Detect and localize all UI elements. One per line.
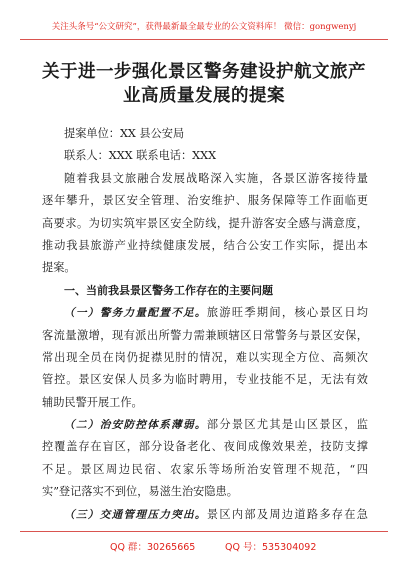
document-title bbox=[20, 60, 388, 108]
paragraph-line: 客流量激增，现有派出所警力需兼顾辖区日常警务与景区安保， bbox=[42, 328, 368, 342]
paragraph-text: 旅游旺季期间，核心景区日均 bbox=[206, 306, 368, 320]
paragraph-line bbox=[42, 414, 368, 436]
qq-number-text: QQ 号：535304092 bbox=[225, 542, 317, 553]
intro-line: 随着我县文旅融合发展战略深入实施，各景区游客接待量 bbox=[64, 171, 368, 185]
promo-footer bbox=[20, 535, 388, 555]
intro-line: 逐年攀升，景区安全管理、治安维护、服务保障等工作面临更 bbox=[42, 194, 368, 208]
paragraph-line: 控覆盖存在盲区，部分设备老化、夜间成像效果差，技防支撑 bbox=[42, 440, 368, 454]
proposer-line: 提案单位：XX 县公安局 bbox=[64, 127, 185, 140]
document-body bbox=[42, 123, 368, 526]
paragraph-line: 常出现全员在岗仍捉襟见肘的情况，难以实现全方位、高频次 bbox=[42, 350, 368, 364]
qq-group-text: QQ 群：30265665 bbox=[110, 542, 196, 553]
title-line-2: 业高质量发展的提案 bbox=[123, 86, 285, 106]
footer-divider bbox=[20, 531, 388, 532]
header-divider bbox=[20, 39, 388, 40]
intro-line: 高要求。为切实筑牢景区安全防线，提升游客安全感与满意度， bbox=[42, 216, 368, 230]
paragraph-line: 不足。景区周边民宿、农家乐等场所治安管理不规范，“四 bbox=[42, 462, 368, 476]
paragraph-text: 景区内部及周边道路多存在急 bbox=[206, 507, 368, 521]
paragraph-line: 辅助民警开展工作。 bbox=[42, 395, 143, 409]
paragraph-line: 管控。景区安保人员多为临时聘用，专业技能不足，无法有效 bbox=[42, 373, 368, 387]
subheading: （三）交通管理压力突出。 bbox=[64, 508, 207, 521]
title-line-1: 关于进一步强化景区警务建设护航文旅产 bbox=[42, 62, 366, 82]
paragraph-line: 实”登记落实不到位，易滋生治安隐患。 bbox=[42, 485, 238, 499]
intro-line: 提案。 bbox=[42, 261, 76, 275]
paragraph-line bbox=[42, 504, 368, 526]
contact-line: 联系人：XXX 联系电话：XXX bbox=[64, 149, 217, 163]
promo-header: 关注头条号“公文研究”，获得最新最全最专业的公文资料库！ 微信：gongwenyj bbox=[51, 22, 357, 32]
subheading: （二）治安防控体系薄弱。 bbox=[64, 419, 207, 432]
subheading: （一）警务力量配置不足。 bbox=[64, 307, 207, 320]
paragraph-text: 部分景区尤其是山区景区，监 bbox=[206, 418, 368, 432]
intro-line: 推动我县旅游产业持续健康发展，结合公安工作实际，提出本 bbox=[42, 238, 368, 252]
paragraph-line bbox=[42, 302, 368, 324]
section-heading: 一、当前我县景区警务工作存在的主要问题 bbox=[64, 283, 273, 297]
